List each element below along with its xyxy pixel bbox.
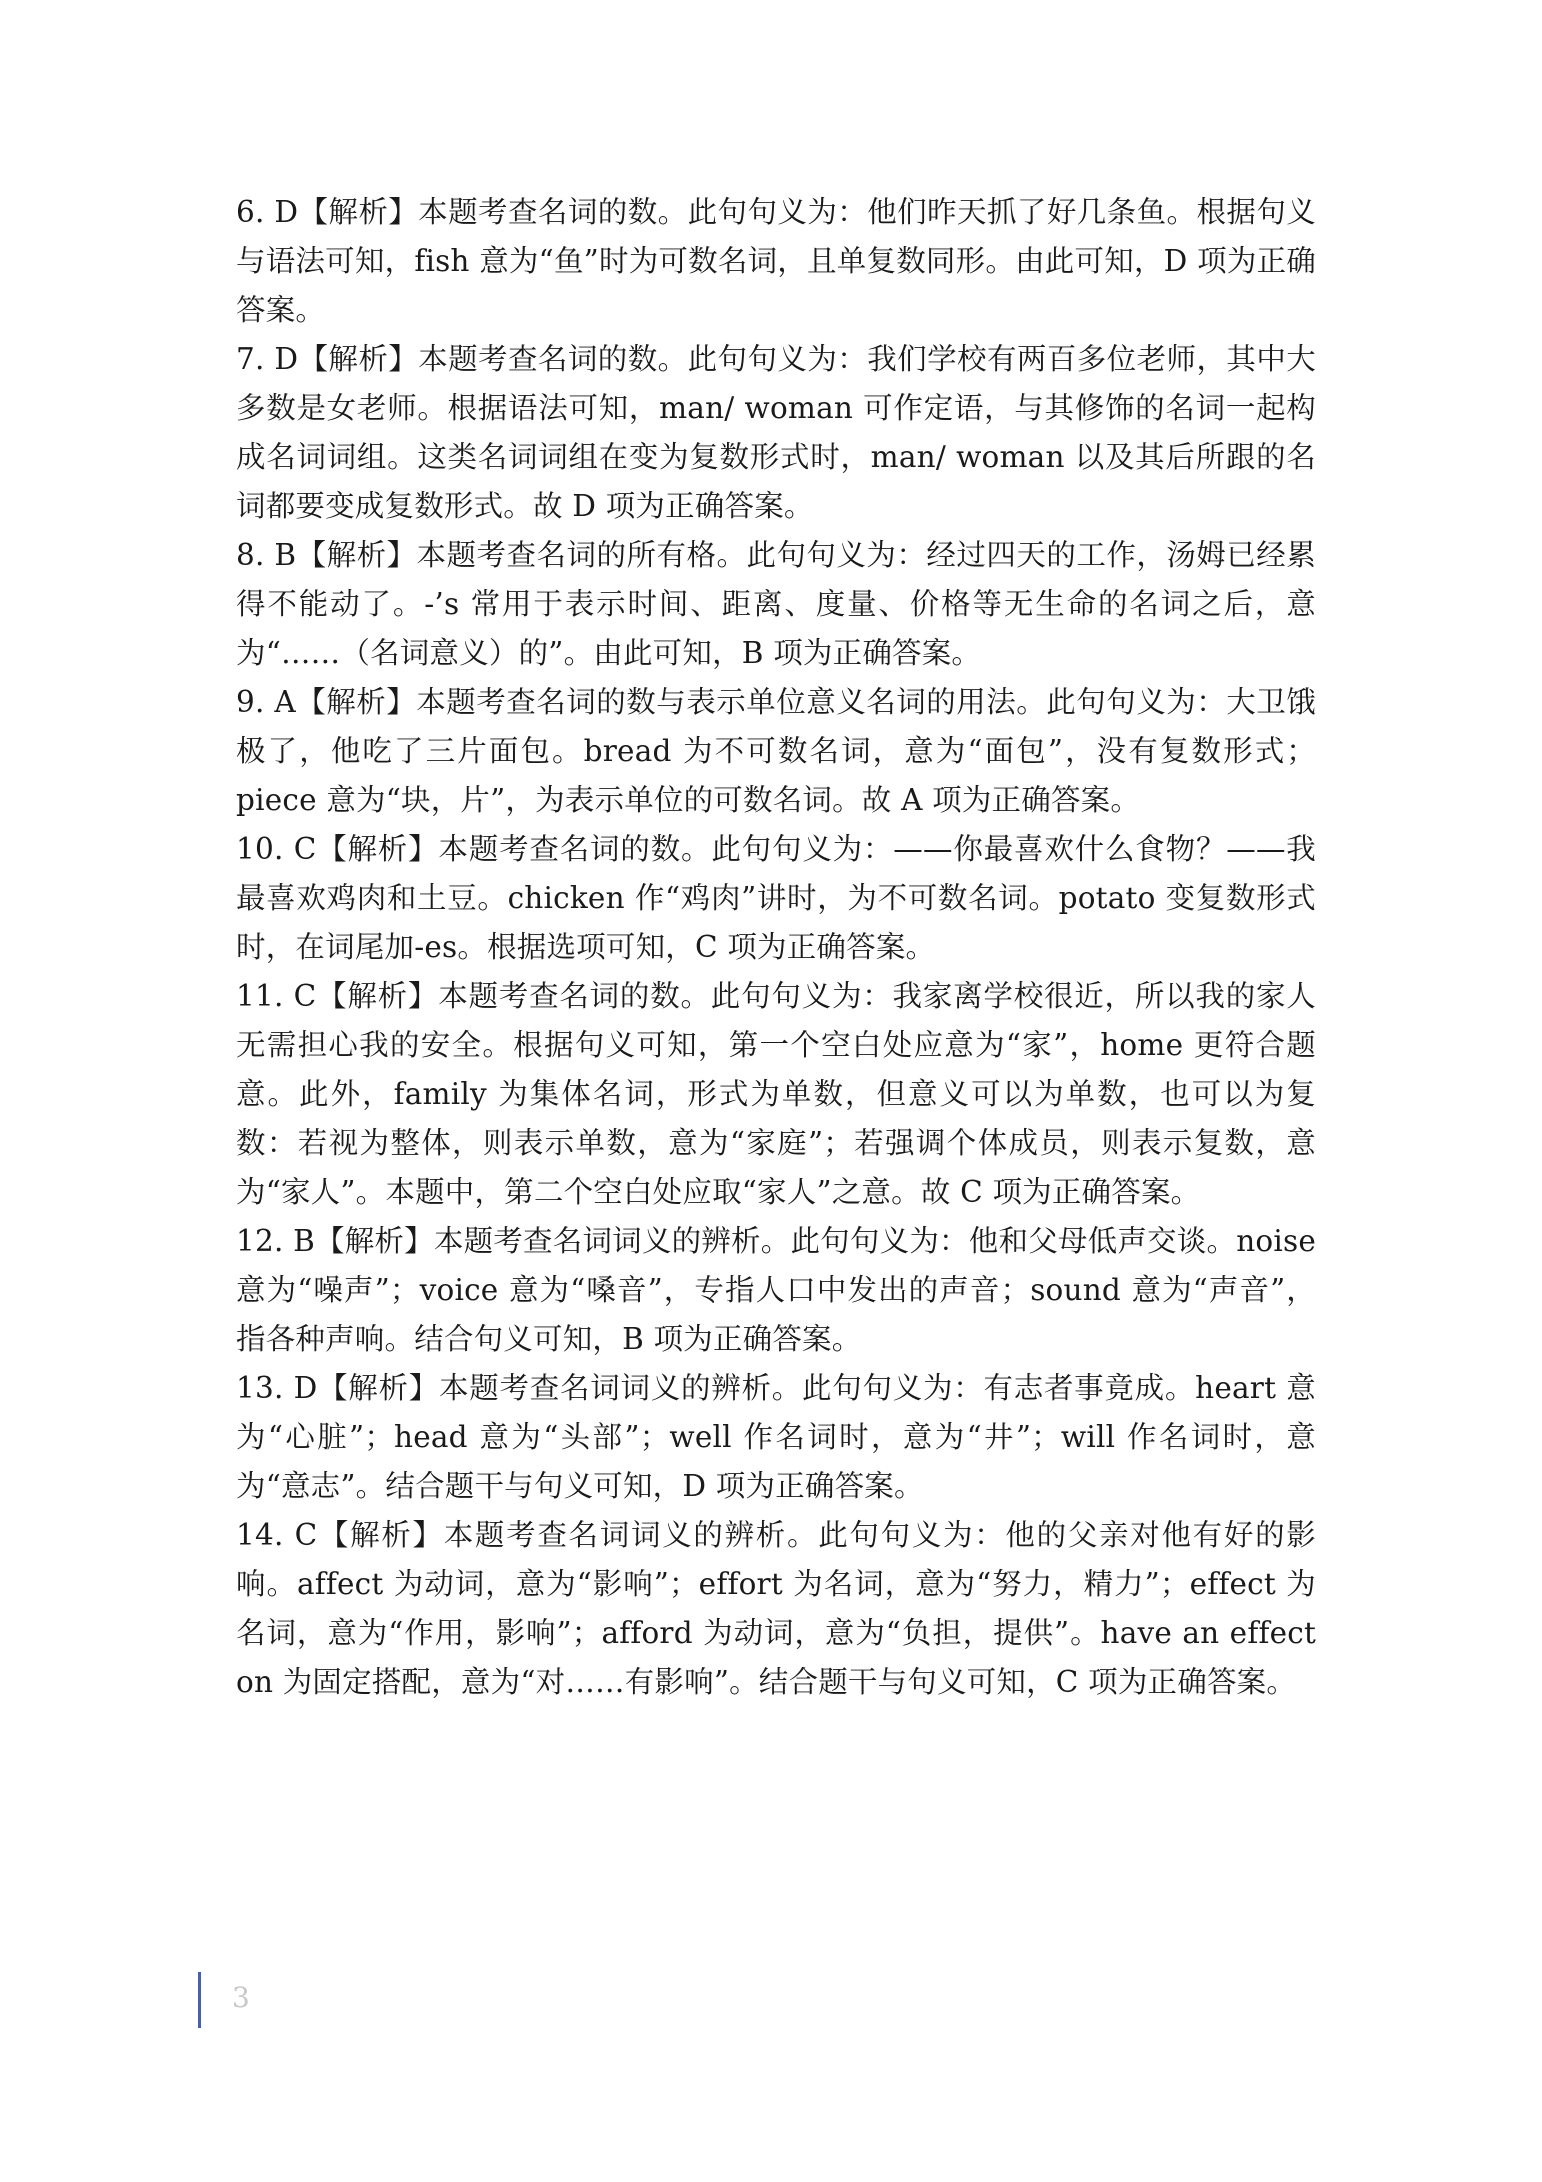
answer-entry-11: 11. C【解析】本题考查名词的数。此句句义为：我家离学校很近，所以我的家人无需担心我的安全。根据句义可知，第一个空白处应意为“家”，home 更符合题意。此外，family 为集体名词，形式为单数，但意义可以为单数，也可以为复数：若视为整体，则表示单数，意为“家庭”；若强调个体成员，则表示复数，意为“家人”。本题中，第二个空白处应取“家人”之意。故 C 项为正确答案。: [236, 979, 1316, 1209]
answer-entry-9: 9. A【解析】本题考查名词的数与表示单位意义名词的用法。此句句义为：大卫饿极了，他吃了三片面包。bread 为不可数名词，意为“面包”，没有复数形式；piece 意为“块，片”，为表示单位的可数名词。故 A 项为正确答案。: [236, 685, 1316, 817]
answer-entry-14: 14. C【解析】本题考查名词词义的辨析。此句句义为：他的父亲对他有好的影响。affect 为动词，意为“影响”；effort 为名词，意为“努力，精力”；effect 为名词，意为“作用，影响”；afford 为动词，意为“负担，提供”。have an effect on 为固定搭配，意为“对……有影响”。结合题干与句义可知，C 项为正确答案。: [236, 1518, 1316, 1699]
answer-entry-8: 8. B【解析】本题考查名词的所有格。此句句义为：经过四天的工作，汤姆已经累得不能动了。-’s 常用于表示时间、距离、度量、价格等无生命的名词之后，意为“……（名词意义）的”。由此可知，B 项为正确答案。: [236, 538, 1316, 670]
answer-entry-6: 6. D【解析】本题考查名词的数。此句句义为：他们昨天抓了好几条鱼。根据句义与语法可知，fish 意为“鱼”时为可数名词，且单复数同形。由此可知，D 项为正确答案。: [236, 195, 1316, 327]
answer-entry-12: 12. B【解析】本题考查名词词义的辨析。此句句义为：他和父母低声交谈。noise 意为“噪声”；voice 意为“嗓音”，专指人口中发出的声音；sound 意为“声音”，指各种声响。结合句义可知，B 项为正确答案。: [236, 1224, 1316, 1356]
page-number: 3: [232, 1981, 250, 2014]
answer-entry-7: 7. D【解析】本题考查名词的数。此句句义为：我们学校有两百多位老师，其中大多数是女老师。根据语法可知，man/ woman 可作定语，与其修饰的名词一起构成名词词组。这类名词词组在变为复数形式时，man/ woman 以及其后所跟的名词都要变成复数形式。故 D 项为正确答案。: [236, 342, 1316, 523]
answer-entry-13: 13. D【解析】本题考查名词词义的辨析。此句句义为：有志者事竟成。heart 意为“心脏”；head 意为“头部”；well 作名词时，意为“井”；will 作名词时，意为“意志”。结合题干与句义可知，D 项为正确答案。: [236, 1371, 1316, 1503]
answer-explanations: [236, 188, 1316, 1707]
answer-entry-10: 10. C【解析】本题考查名词的数。此句句义为：——你最喜欢什么食物？——我最喜欢鸡肉和土豆。chicken 作“鸡肉”讲时，为不可数名词。potato 变复数形式时，在词尾加-es。根据选项可知，C 项为正确答案。: [236, 832, 1316, 964]
footer-accent-bar: [198, 1972, 201, 2028]
